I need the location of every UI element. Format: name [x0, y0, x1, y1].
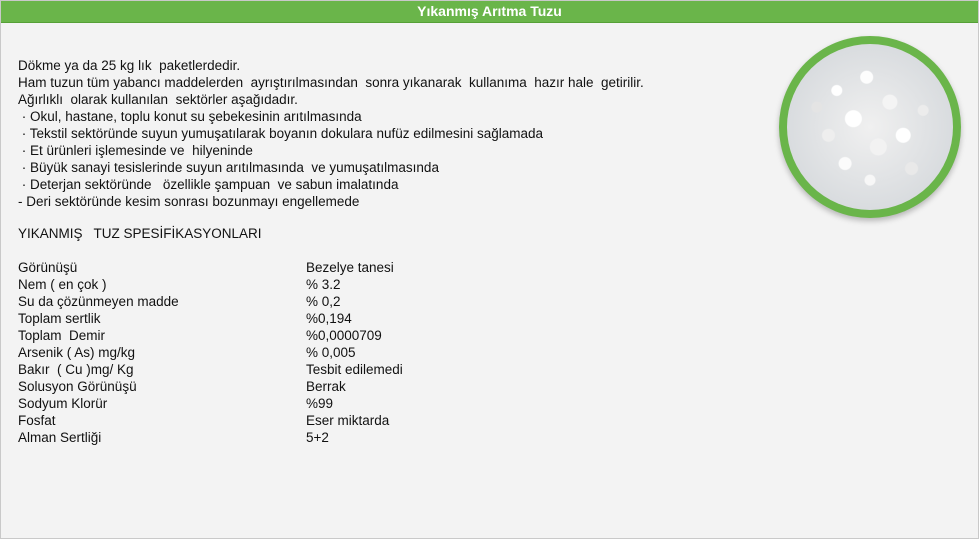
spec-value: 5+2 [306, 430, 329, 445]
spec-row [18, 395, 403, 412]
spec-value: % 0,2 [306, 294, 341, 309]
spec-row [18, 293, 403, 310]
spec-value: Berrak [306, 379, 346, 394]
spec-row [18, 276, 403, 293]
sector-item: · Et ürünleri işlemesinde ve hilyeninde [18, 143, 253, 158]
spec-label: Bakır ( Cu )mg/ Kg [18, 362, 134, 377]
description [18, 57, 738, 210]
spec-label: Nem ( en çok ) [18, 277, 107, 292]
spec-label: Fosfat [18, 413, 56, 428]
spec-label: Toplam sertlik [18, 311, 101, 326]
spec-label: Görünüşü [18, 260, 78, 275]
spec-label: Solusyon Görünüşü [18, 379, 137, 394]
spec-row [18, 344, 403, 361]
salt-image [787, 44, 953, 210]
spec-value: Eser miktarda [306, 413, 390, 428]
spec-row [18, 327, 403, 344]
spec-label: Su da çözünmeyen madde [18, 294, 179, 309]
spec-value: % 3.2 [306, 277, 341, 292]
intro-line: Ağırlıklı olarak kullanılan sektörler aşağıdadır. [18, 92, 298, 107]
spec-value: % 0,005 [306, 345, 356, 360]
spec-label: Alman Sertliği [18, 430, 102, 445]
sector-item: · Büyük sanayi tesislerinde suyun arıtılmasında ve yumuşatılmasında [18, 160, 439, 175]
sector-item: · Okul, hastane, toplu konut su şebekesinin arıtılmasında [18, 109, 362, 124]
sector-item: · Deterjan sektöründe özellikle şampuan ve sabun imalatında [18, 177, 399, 192]
spec-row [18, 310, 403, 327]
spec-label: Arsenik ( As) mg/kg [18, 345, 136, 360]
spec-table [18, 259, 403, 446]
spec-row [18, 412, 403, 429]
spec-row [18, 378, 403, 395]
page-title: Yıkanmış Arıtma Tuzu [1, 1, 978, 23]
spec-label: Sodyum Klorür [18, 396, 108, 411]
spec-row [18, 361, 403, 378]
salt-photo [779, 36, 961, 218]
intro-line: Ham tuzun tüm yabancı maddelerden ayrıştırılmasından sonra yıkanarak kullanıma hazır hale getirilir. [18, 75, 644, 90]
spec-label: Toplam Demir [18, 328, 106, 343]
spec-heading: YIKANMIŞ TUZ SPESİFİKASYONLARI [18, 226, 262, 241]
spec-row [18, 259, 403, 276]
sector-item: - Deri sektöründe kesim sonrası bozunmayı engellemede [18, 194, 360, 209]
spec-value: %99 [306, 396, 334, 411]
sector-item: · Tekstil sektöründe suyun yumuşatılarak boyanın dokulara nufüz edilmesini sağlamada [18, 126, 544, 141]
intro-line: Dökme ya da 25 kg lık paketlerdedir. [18, 58, 241, 73]
spec-value: %0,0000709 [306, 328, 382, 343]
spec-value: Bezelye tanesi [306, 260, 394, 275]
spec-value: %0,194 [306, 311, 352, 326]
spec-value: Tesbit edilemedi [306, 362, 403, 377]
spec-row [18, 429, 403, 446]
